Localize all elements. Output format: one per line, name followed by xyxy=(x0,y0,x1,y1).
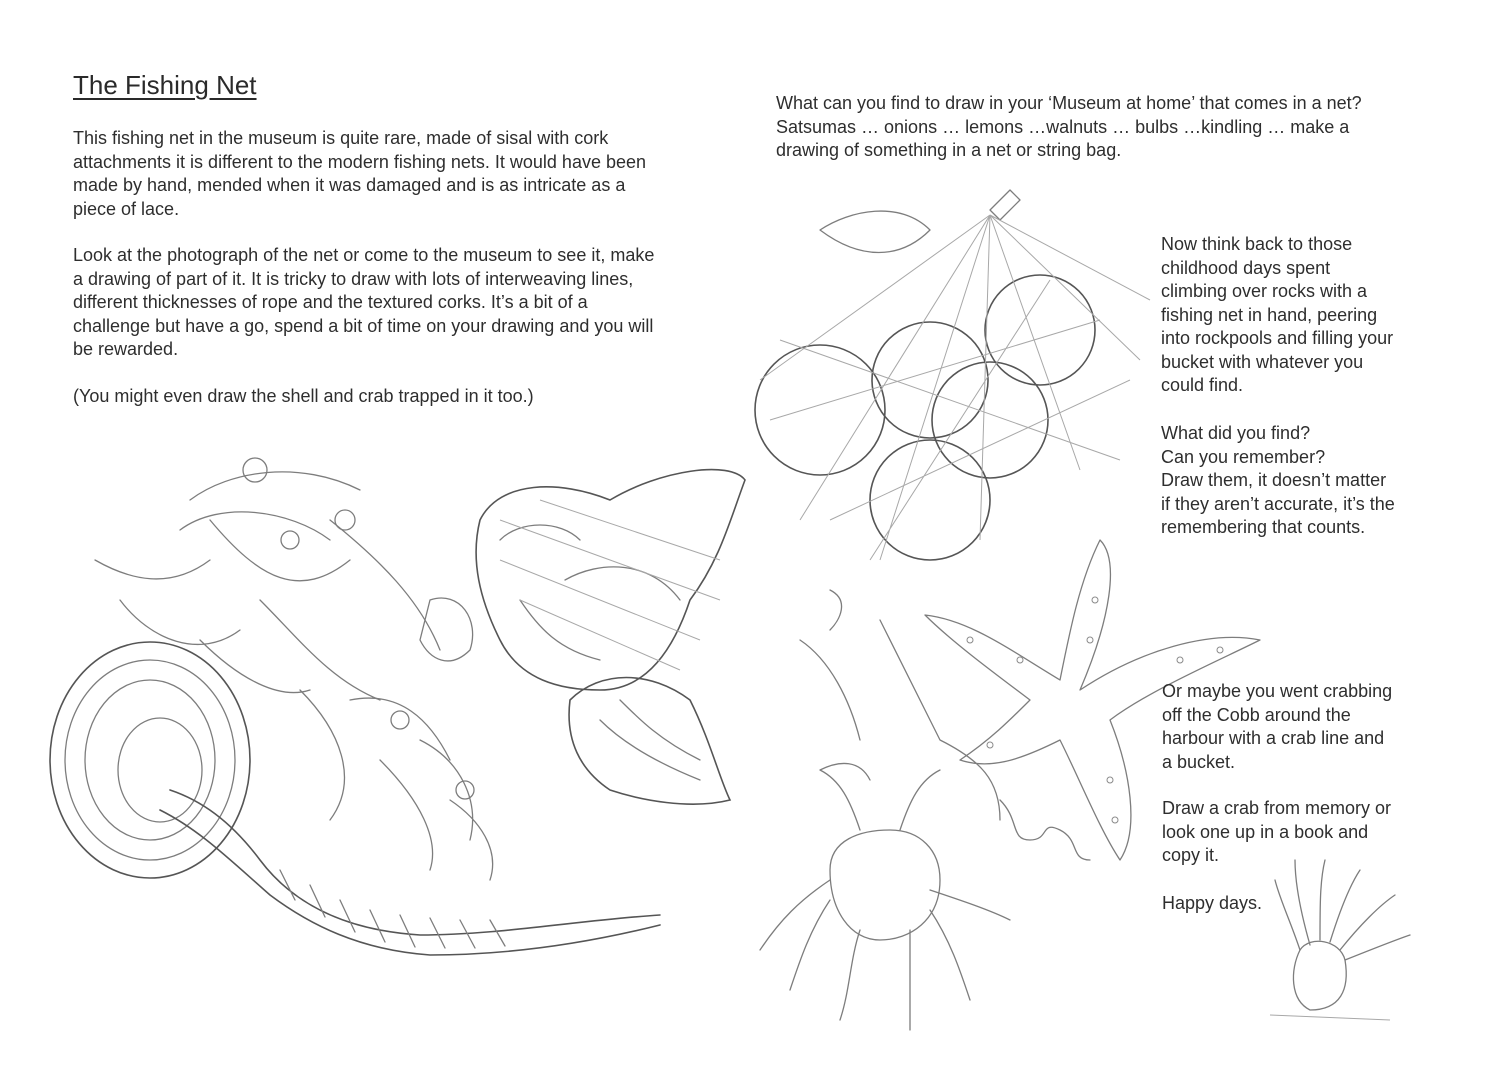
text-line: off the Cobb around the xyxy=(1162,704,1351,725)
shells-drawing xyxy=(420,470,745,805)
text-line: Happy days. xyxy=(1162,893,1263,913)
rockpools-paragraph xyxy=(1161,233,1461,398)
text-line: Can you remember? xyxy=(1161,446,1326,467)
text-line: Draw them, it doesn’t matter xyxy=(1161,470,1387,490)
text-line: Look at the photograph of the net or come to the museum to see it, make xyxy=(73,245,655,265)
text-line: piece of lace. xyxy=(73,198,180,219)
anemone-drawing xyxy=(1270,860,1410,1020)
text-line: climbing over rocks with a xyxy=(1161,281,1368,301)
crabbing-paragraph xyxy=(1162,680,1462,774)
text-line: be rewarded. xyxy=(73,339,179,359)
text-line: different thicknesses of rope and the textured corks. It’s a bit of a xyxy=(73,292,588,312)
text-line: if they aren’t accurate, it’s the xyxy=(1161,493,1395,514)
text-line: made by hand, mended when it was damaged and is as intricate as a xyxy=(73,175,626,195)
crab-drawing xyxy=(760,590,1090,1030)
draw-crab-paragraph xyxy=(1162,797,1462,868)
museum-at-home-paragraph xyxy=(776,92,1456,163)
text-line: could find. xyxy=(1161,375,1244,395)
text-line: into rockpools and filling your xyxy=(1161,328,1394,348)
page-title: The Fishing Net xyxy=(73,70,257,100)
text-line: Or maybe you went crabbing xyxy=(1162,681,1393,701)
text-line: This fishing net in the museum is quite rare, made of sisal with cork xyxy=(73,128,609,148)
instructions-paragraph xyxy=(73,244,723,362)
text-line: a drawing of part of it. It is tricky to draw with lots of interweaving lines, xyxy=(73,268,634,289)
text-line: What did you find? xyxy=(1161,423,1311,443)
text-line: a bucket. xyxy=(1162,751,1236,772)
text-line: drawing of something in a net or string bag. xyxy=(776,140,1122,160)
text-line: fishing net in hand, peering xyxy=(1161,304,1378,325)
fishing-net-drawing xyxy=(50,458,660,955)
text-line: What can you find to draw in your ‘Museum at home’ that comes in a net? xyxy=(776,93,1362,113)
shell-crab-note xyxy=(73,385,693,409)
text-line: attachments it is different to the modern fishing nets. It would have been xyxy=(73,151,647,172)
text-line: Now think back to those xyxy=(1161,234,1353,254)
net-bag-drawing xyxy=(755,190,1150,560)
text-line: Satsumas … onions … lemons …walnuts … bulbs …kindling … make a xyxy=(776,116,1350,137)
text-line: harbour with a crab line and xyxy=(1162,728,1385,748)
text-line: (You might even draw the shell and crab trapped in it too.) xyxy=(73,386,534,406)
text-line: look one up in a book and xyxy=(1162,821,1369,842)
text-line: copy it. xyxy=(1162,845,1220,865)
remember-paragraph xyxy=(1161,422,1461,540)
text-line: bucket with whatever you xyxy=(1161,351,1364,372)
text-line: challenge but have a go, spend a bit of time on your drawing and you will xyxy=(73,315,654,336)
text-line: childhood days spent xyxy=(1161,257,1331,278)
intro-paragraph xyxy=(73,127,713,221)
text-line: Draw a crab from memory or xyxy=(1162,798,1392,818)
closing-line xyxy=(1162,892,1462,916)
text-line: remembering that counts. xyxy=(1161,517,1366,537)
